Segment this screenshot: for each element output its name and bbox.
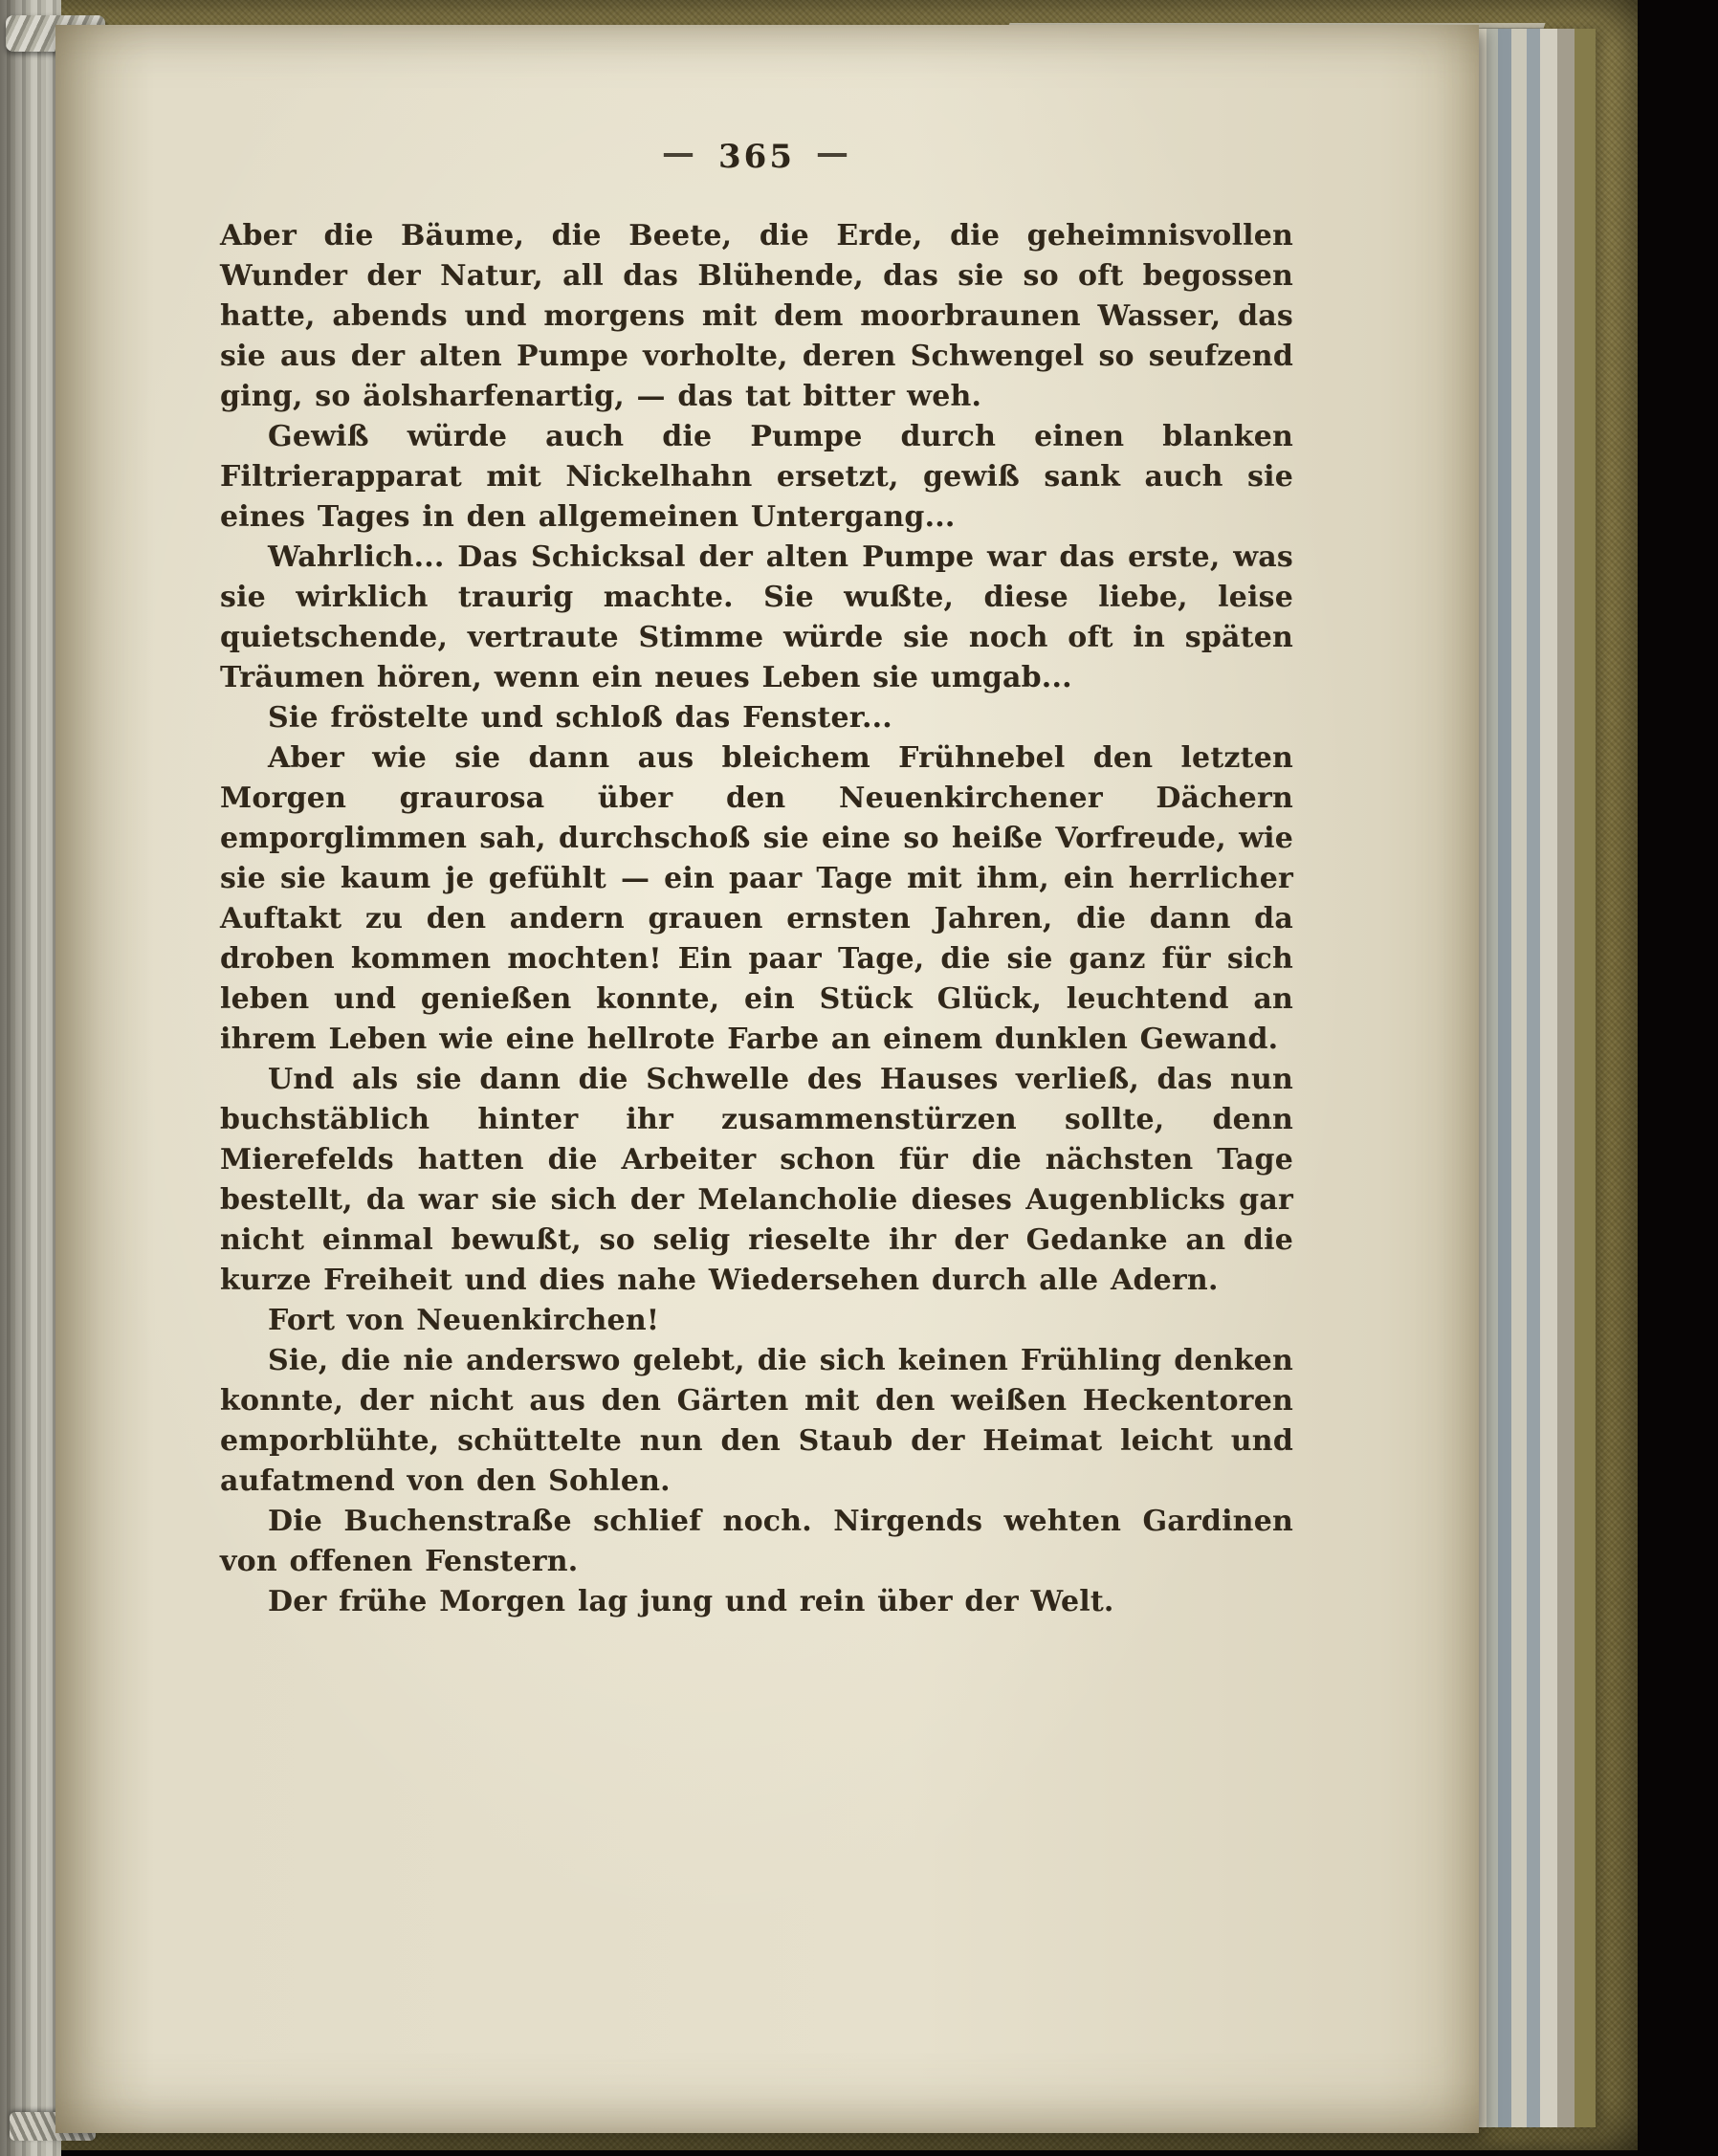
paragraph: Fort von Neuenkirchen! [268, 1304, 660, 1337]
page-number-dash-left: — [662, 134, 697, 172]
page-number-row [220, 134, 1293, 176]
page-text-block [220, 134, 1293, 1622]
paragraph: Die Buchenstraße schlief noch. Nirgends wehten Gardinen von offenen Fenstern. [220, 1505, 1293, 1578]
paragraph: Aber die Bäume, die Beete, die Erde, die geheimnisvollen Wunder der Natur, all das Blühende, das sie so oft begossen hatte, abends und morgens mit dem moorbraunen Wasser, das sie aus der alten Pumpe vorholte, deren Schwengel so seufzend ging, so äolsharfenartig, — das tat bitter weh. [220, 219, 1293, 413]
paragraph: Sie, die nie anderswo gelebt, die sich keinen Frühling denken konnte, der nicht aus den Gärten mit den weißen Heckentoren emporblühte, schüttelte nun den Staub der Heimat leicht und aufatmend von den Sohlen. [220, 1344, 1293, 1498]
paragraph: Wahrlich... Das Schicksal der alten Pumpe war das erste, was sie wirklich traurig machte. Sie wußte, diese liebe, leise quietschende, vertraute Stimme würde sie noch oft in späten Träumen hören, wenn ein neues Leben sie umgab... [220, 540, 1293, 694]
paragraph: Gewiß würde auch die Pumpe durch einen blanken Filtrierapparat mit Nickelhahn ersetzt, gewiß sank auch sie eines Tages in den allgemeinen Untergang... [220, 420, 1293, 534]
book-spine-edge [0, 0, 61, 2156]
paragraph: Sie fröstelte und schloß das Fenster... [268, 701, 892, 735]
paragraph: Und als sie dann die Schwelle des Hauses verließ, das nun buchstäblich hinter ihr zusammenstürzen sollte, denn Mierefelds hatten die Arbeiter schon für die nächsten Tage bestellt, da war sie sich der Melancholie dieses Augenblicks gar nicht einmal bewußt, so selig rieselte ihr der Gedanke an die kurze Freiheit und dies nahe Wiedersehen durch alle Adern. [220, 1063, 1293, 1297]
page-stack-right-edge [1473, 29, 1596, 2127]
page-number: 365 [718, 138, 795, 176]
book-page [55, 25, 1479, 2133]
paragraph: Aber wie sie dann aus bleichem Frühnebel den letzten Morgen graurosa über den Neuenkirchener Dächern emporglimmen sah, durchschoß sie eine so heiße Vorfreude, wie sie sie kaum je gefühlt — ein paar Tage mit ihm, ein herrlicher Auftakt zu den andern grauen ernsten Jahren, die dann da droben kommen mochten! Ein paar Tage, die sie ganz für sich leben und genießen konnte, ein Stück Glück, leuchtend an ihrem Leben wie eine hellrote Farbe an einem dunklen Gewand. [220, 741, 1293, 1056]
body-text [220, 216, 1293, 1622]
page-number-dash-right: — [815, 134, 851, 172]
paragraph: Der frühe Morgen lag jung und rein über der Welt. [268, 1585, 1114, 1618]
